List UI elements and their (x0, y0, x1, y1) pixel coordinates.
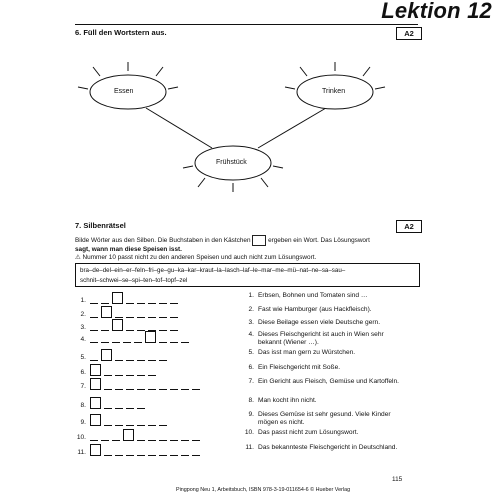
letter-slots (90, 414, 167, 426)
letter-slots (90, 319, 178, 331)
clue-text: Das isst man gern zu Würstchen. (258, 349, 356, 356)
letter-slot[interactable] (159, 293, 167, 304)
clue-item (243, 349, 408, 357)
letter-slot[interactable] (137, 379, 145, 390)
clue-number: 4. (248, 331, 254, 338)
letter-slot[interactable] (159, 332, 167, 343)
warning-text: Nummer 10 passt nicht zu den anderen Speisen und auch nicht zum Lösungswort. (82, 254, 317, 262)
letter-slot[interactable] (181, 445, 189, 456)
letter-slot[interactable] (192, 430, 200, 441)
letter-slot[interactable] (101, 332, 109, 343)
answer-row (72, 378, 200, 390)
letter-slot[interactable] (126, 307, 134, 318)
solution-letter-box[interactable] (112, 319, 123, 331)
instruction-part2: ergeben ein Wort. Das Lösungswort (268, 237, 370, 245)
letter-slot[interactable] (126, 293, 134, 304)
word-star-diagram (0, 40, 500, 200)
answer-row (72, 319, 178, 331)
clue-text: Das bekannteste Fleischgericht in Deutschland. (258, 444, 398, 451)
answer-row (72, 292, 178, 304)
solution-letter-box[interactable] (90, 397, 101, 409)
exercise7-title: 7. Silbenrätsel (75, 221, 126, 230)
letter-slot[interactable] (137, 350, 145, 361)
solution-letter-box[interactable] (123, 429, 134, 441)
letter-slot[interactable] (126, 445, 134, 456)
answer-row-number: 7. (80, 383, 86, 390)
letter-slot[interactable] (112, 332, 120, 343)
letter-slots (90, 306, 178, 318)
node-label-fruehstueck: Frühstück (216, 159, 247, 166)
clue-item (243, 397, 408, 405)
node-label-trinken: Trinken (322, 88, 346, 95)
letter-slot[interactable] (115, 365, 123, 376)
letter-slot[interactable] (170, 293, 178, 304)
answer-row-number: 5. (80, 354, 86, 361)
letter-slot[interactable] (148, 320, 156, 331)
letter-slot[interactable] (181, 430, 189, 441)
connector-left (146, 108, 212, 148)
clue-number: 8. (248, 397, 254, 404)
exercise6-level-badge: A2 (396, 27, 422, 40)
letter-slot[interactable] (159, 320, 167, 331)
solution-letter-box[interactable] (145, 331, 156, 343)
clue-text: Ein Fleischgericht mit Soße. (258, 364, 341, 371)
letter-slot[interactable] (90, 430, 98, 441)
letter-slot[interactable] (101, 320, 109, 331)
answer-row-number: 6. (80, 369, 86, 376)
letter-slot[interactable] (115, 379, 123, 390)
answer-row (72, 349, 167, 361)
letter-slot[interactable] (181, 332, 189, 343)
solution-letter-box[interactable] (101, 349, 112, 361)
letter-slot[interactable] (159, 379, 167, 390)
letter-slot[interactable] (137, 398, 145, 409)
solution-letter-box[interactable] (90, 414, 101, 426)
syllables-line2: schnit–schwei–se–spi–ten–tof–topf–zel (80, 277, 188, 284)
answer-row-number: 9. (80, 419, 86, 426)
clue-number: 11. (245, 444, 254, 451)
letter-slot[interactable] (115, 415, 123, 426)
letter-slot[interactable] (101, 293, 109, 304)
letter-slot[interactable] (159, 307, 167, 318)
page-number: 115 (392, 476, 403, 483)
letter-slot[interactable] (104, 415, 112, 426)
answer-row-number: 8. (80, 402, 86, 409)
letter-slot[interactable] (159, 430, 167, 441)
clue-text: Fast wie Hamburger (aus Hackfleisch). (258, 306, 372, 313)
letter-slot[interactable] (126, 398, 134, 409)
letter-slot[interactable] (90, 293, 98, 304)
letter-slot[interactable] (159, 350, 167, 361)
syllables-line1: bra–de–del–ein–er–feln–fri–ge–gu–ka–kar–kraut–la–lasch–laf–le–mar–me–mü–nat–ne–sa–sau– (80, 267, 346, 274)
letter-slot[interactable] (192, 445, 200, 456)
letter-slot[interactable] (104, 365, 112, 376)
clue-item (243, 331, 408, 347)
letter-slot[interactable] (90, 307, 98, 318)
letter-slot[interactable] (148, 350, 156, 361)
answer-row-number: 1. (80, 297, 86, 304)
letter-slot[interactable] (90, 332, 98, 343)
clue-number: 1. (248, 292, 254, 299)
clue-item (243, 411, 408, 427)
answer-row (72, 331, 189, 343)
solution-letter-box[interactable] (101, 306, 112, 318)
answer-row-number: 4. (80, 336, 86, 343)
letter-slot[interactable] (192, 379, 200, 390)
answer-row (72, 397, 145, 409)
footer-credit: Pingpong Neu 1, Arbeitsbuch, ISBN 978-3-19-011654-6 © Hueber Verlag (176, 487, 351, 493)
letter-slot[interactable] (104, 379, 112, 390)
letter-slots (90, 444, 200, 456)
letter-slot[interactable] (115, 398, 123, 409)
clue-number: 7. (248, 378, 254, 385)
letter-slot[interactable] (126, 415, 134, 426)
letter-slot[interactable] (148, 365, 156, 376)
letter-slot[interactable] (170, 430, 178, 441)
clue-number: 5. (248, 349, 254, 356)
clue-number: 6. (248, 364, 254, 371)
letter-slot[interactable] (148, 415, 156, 426)
letter-slots (90, 429, 200, 441)
letter-slot[interactable] (148, 293, 156, 304)
clue-text: Das passt nicht zum Lösungswort. (258, 429, 359, 436)
letter-slot[interactable] (90, 320, 98, 331)
instruction-part1: Bilde Wörter aus den Silben. Die Buchstaben in den Kästchen (75, 237, 251, 245)
letter-slot[interactable] (159, 445, 167, 456)
letter-slot[interactable] (90, 350, 98, 361)
clue-number: 2. (248, 306, 254, 313)
clue-item (243, 378, 408, 386)
clue-text: Diese Beilage essen viele Deutsche gern. (258, 319, 381, 326)
letter-slot[interactable] (134, 332, 142, 343)
letter-slot[interactable] (115, 307, 123, 318)
letter-slot[interactable] (137, 430, 145, 441)
letter-slots (90, 397, 145, 409)
clue-item (243, 444, 408, 452)
clue-number: 3. (248, 319, 254, 326)
letter-slot[interactable] (104, 445, 112, 456)
answer-row (72, 364, 156, 376)
letter-slot[interactable] (148, 430, 156, 441)
clue-text: Man kocht ihn nicht. (258, 397, 317, 404)
header-rule (75, 24, 418, 25)
answer-row-number: 2. (80, 311, 86, 318)
clue-text: Dieses Fleischgericht ist auch in Wien sehr bekannt (Wiener …). (258, 331, 384, 346)
exercise7-instructions (75, 235, 425, 263)
letter-slot[interactable] (137, 445, 145, 456)
solution-letter-box[interactable] (90, 378, 101, 390)
answer-row-number: 11. (77, 449, 86, 456)
letter-slot[interactable] (148, 445, 156, 456)
exercise7-level-badge: A2 (396, 220, 422, 233)
letter-slot[interactable] (115, 350, 123, 361)
clue-item (243, 429, 408, 437)
clue-item (243, 292, 408, 300)
answer-row-number: 10. (76, 434, 86, 441)
letter-slots (90, 331, 189, 343)
warning-icon: ⚠ (75, 254, 81, 262)
letter-slot[interactable] (137, 365, 145, 376)
syllable-box (75, 263, 420, 287)
answer-row (72, 306, 178, 318)
letter-slot[interactable] (137, 320, 145, 331)
clue-item (243, 364, 408, 372)
letter-slots (90, 364, 156, 376)
clue-number: 10. (244, 429, 254, 436)
clue-item (243, 319, 408, 327)
letter-slot[interactable] (126, 365, 134, 376)
letter-slots (90, 292, 178, 304)
letter-slot[interactable] (159, 415, 167, 426)
instruction-box-sample (252, 235, 266, 246)
clue-text: Erbsen, Bohnen und Tomaten sind … (258, 292, 368, 299)
solution-letter-box[interactable] (112, 292, 123, 304)
clue-text: Dieses Gemüse ist sehr gesund. Viele Kinder mögen es nicht. (258, 411, 391, 426)
letter-slots (90, 378, 200, 390)
node-label-essen: Essen (114, 88, 134, 95)
lesson-title: Lektion 12 (381, 0, 492, 23)
letter-slots (90, 349, 167, 361)
letter-slot[interactable] (170, 307, 178, 318)
answer-row (72, 429, 200, 441)
letter-slot[interactable] (170, 445, 178, 456)
connector-right (258, 108, 326, 148)
letter-slot[interactable] (137, 307, 145, 318)
solution-letter-box[interactable] (90, 364, 101, 376)
letter-slot[interactable] (170, 320, 178, 331)
letter-slot[interactable] (104, 398, 112, 409)
answer-row-number: 3. (80, 324, 86, 331)
letter-slot[interactable] (148, 379, 156, 390)
answer-row (72, 414, 167, 426)
letter-slot[interactable] (148, 307, 156, 318)
answer-row (72, 444, 200, 456)
clue-text: Ein Gericht aus Fleisch, Gemüse und Kartoffeln. (258, 378, 399, 385)
letter-slot[interactable] (101, 430, 109, 441)
letter-slot[interactable] (115, 445, 123, 456)
letter-slot[interactable] (137, 415, 145, 426)
solution-letter-box[interactable] (90, 444, 101, 456)
letter-slot[interactable] (126, 350, 134, 361)
letter-slot[interactable] (112, 430, 120, 441)
clue-item (243, 306, 408, 314)
letter-slot[interactable] (126, 320, 134, 331)
letter-slot[interactable] (170, 332, 178, 343)
instruction-bold: sagt, wann man diese Speisen isst. (75, 246, 182, 253)
letter-slot[interactable] (137, 293, 145, 304)
letter-slot[interactable] (181, 379, 189, 390)
letter-slot[interactable] (123, 332, 131, 343)
clue-number: 9. (248, 411, 254, 418)
letter-slot[interactable] (126, 379, 134, 390)
exercise6-title: 6. Füll den Wortstern aus. (75, 28, 167, 37)
letter-slot[interactable] (170, 379, 178, 390)
